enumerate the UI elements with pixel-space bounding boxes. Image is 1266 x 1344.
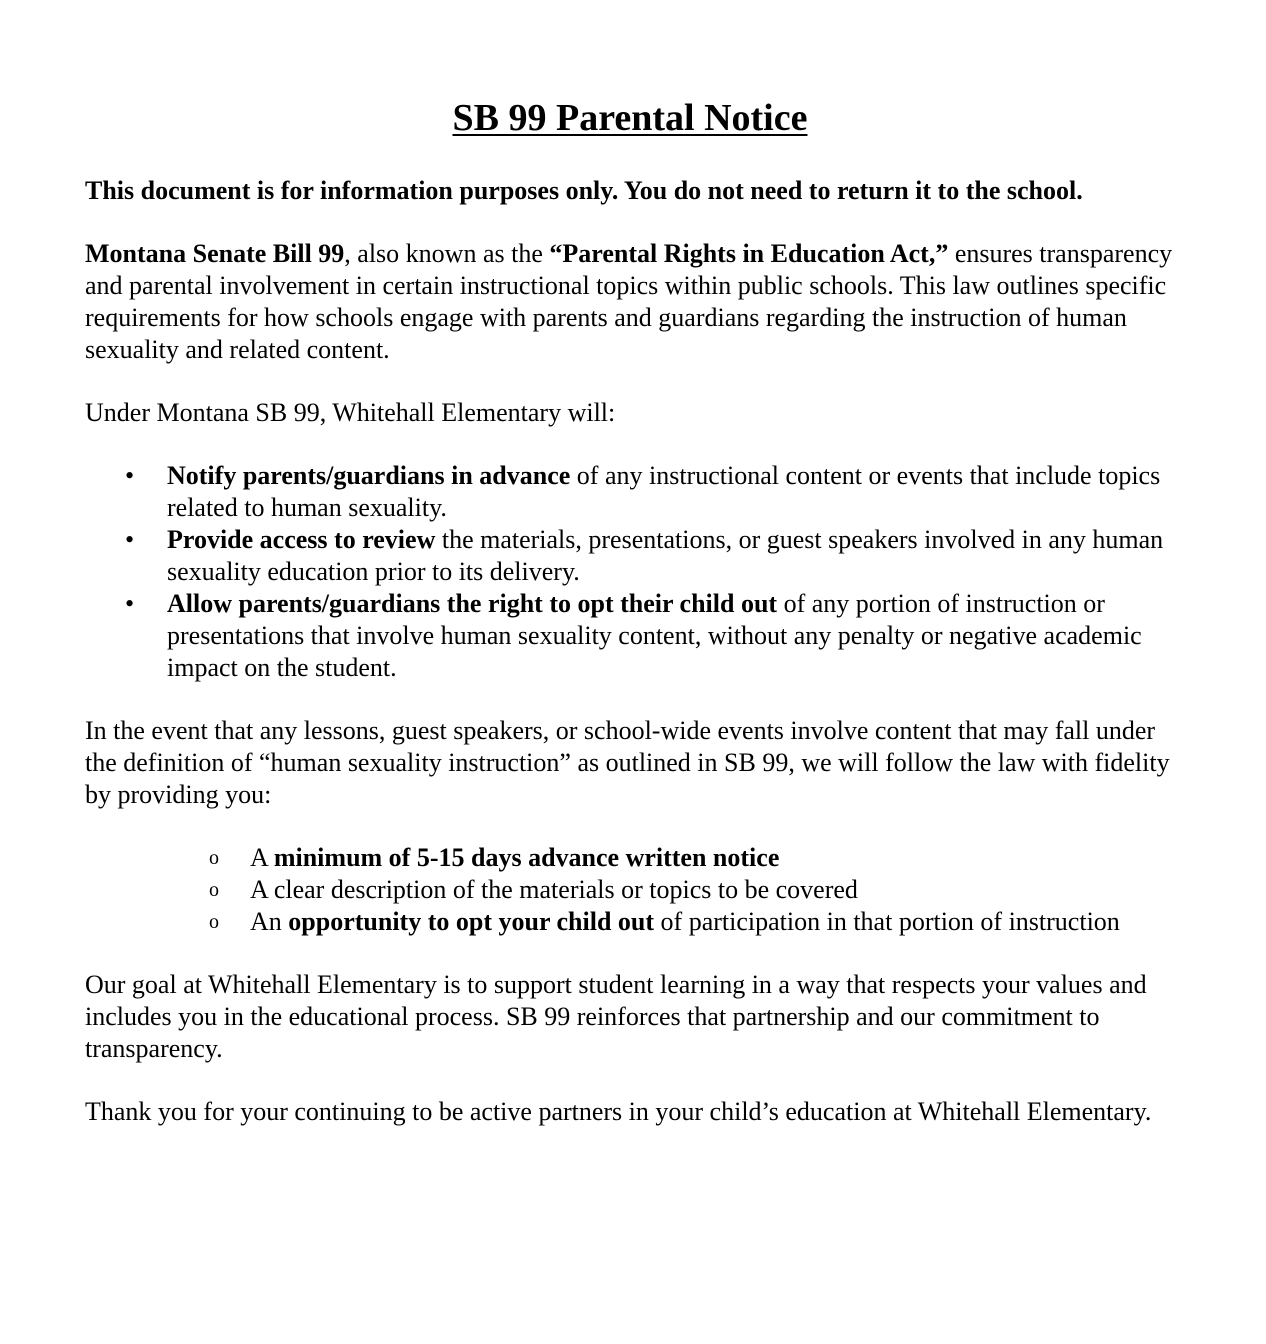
circle-bullet-icon: o [209,911,219,933]
list-item-text: of any instructional content or events that include topics related to human sexuality. [167,461,1161,522]
intro-connector: , also known as the [344,239,550,268]
document-title: SB 99 Parental Notice [452,97,808,139]
list-item [85,588,1175,684]
list-item-bold: Allow parents/guardians the right to opt their child out [167,589,778,618]
intro-rest: ensures transparency and parental involvement in certain instructional topics within public schools. This law outlines specific requirements for how schools engage with parents and guardians regarding the instruction of human sexuality and related content. [85,239,1173,364]
list-item-bold: opportunity to opt your child out [288,907,655,936]
bullet-icon: • [125,461,135,490]
list-item [85,842,1175,874]
bill-name: Montana Senate Bill 99 [85,239,345,268]
list-item-bold: Notify parents/guardians in advance [167,461,571,490]
list-item-pre: An [250,907,289,936]
list-item [85,524,1175,588]
list-item [85,460,1175,524]
intro-paragraph [85,238,1175,366]
list-item-bold: minimum of 5-15 days advance written notice [273,843,780,872]
commitment-list [85,460,1175,684]
goal-paragraph: Our goal at Whitehall Elementary is to support student learning in a way that respects your values and includes you in the educational process. SB 99 reinforces that partnership and our commitment to transparency. [85,970,1147,1063]
event-paragraph: In the event that any lessons, guest speakers, or school-wide events involve content that may fall under the definition of “human sexuality instruction” as outlined in SB 99, we will follow the law with fidelity by providing you: [85,716,1170,809]
bullet-icon: • [125,589,135,618]
bullet-icon: • [125,525,135,554]
list-item [85,874,1175,906]
list-item-text: the materials, presentations, or guest speakers involved in any human sexuality education prior to its delivery. [167,525,1164,586]
list-item [85,906,1175,938]
list-item-pre: A clear description of the materials or topics to be covered [250,875,858,904]
list-item-pre: A [250,843,274,872]
provision-list [85,842,1175,938]
list-item-text: of any portion of instruction or presentations that involve human sexuality content, without any penalty or negative academic impact on the student. [167,589,1142,682]
list-item-post: of participation in that portion of instruction [654,907,1120,936]
under-heading: Under Montana SB 99, Whitehall Elementary will: [85,398,616,427]
act-name: “Parental Rights in Education Act,” [549,239,949,268]
circle-bullet-icon: o [209,847,219,869]
info-notice: This document is for information purposes only. You do not need to return it to the school. [85,176,1083,205]
document-page [85,92,1175,1159]
circle-bullet-icon: o [209,879,219,901]
list-item-bold: Provide access to review [167,525,436,554]
thanks-paragraph: Thank you for your continuing to be active partners in your child’s education at Whitehall Elementary. [85,1097,1152,1126]
